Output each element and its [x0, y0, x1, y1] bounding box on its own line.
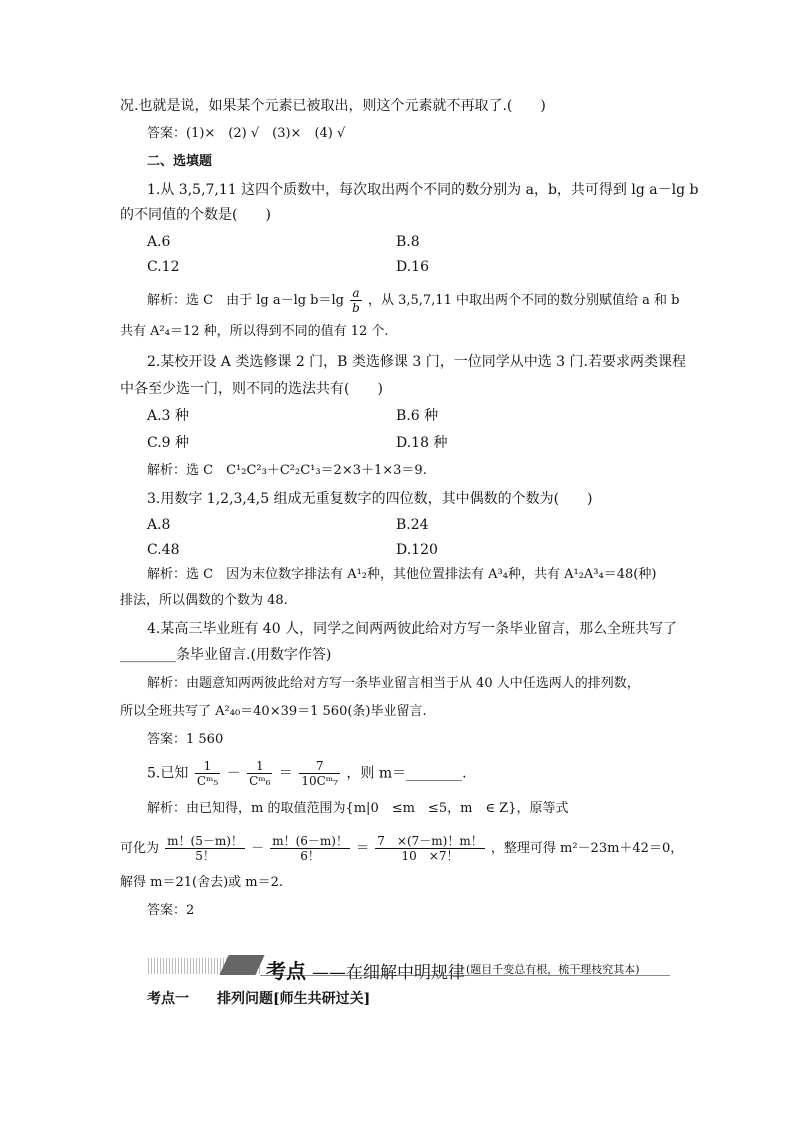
text-line: 况.也就是说，如果某个元素已被取出，则这个元素就不再取了.( )	[120, 98, 546, 114]
solution-1-cont: 共有 A²₄＝12 种，所以得到不同的值有 12 个.	[120, 324, 389, 339]
option-d: D.16	[396, 259, 429, 275]
question-4: 4.某高三毕业班有 40 人，同学之间两两彼此给对方写一条毕业留言，那么全班共写了	[147, 621, 678, 637]
fraction-denominator: b	[352, 301, 360, 315]
solution-text: 可化为	[120, 841, 160, 856]
solution-5-cont	[120, 834, 683, 863]
question-5	[147, 759, 467, 788]
banner-title: 考点	[266, 959, 306, 983]
fraction-denominator: 10Cᵐ₇	[301, 774, 338, 788]
option-b: B.8	[396, 234, 420, 250]
fraction-numerator: m！(6－m)！	[272, 834, 348, 848]
fraction-numerator: 7	[299, 759, 340, 774]
solution-3-cont: 排法，所以偶数的个数为 48.	[120, 593, 288, 608]
fraction-denominator: 6！	[300, 849, 320, 863]
question-1: 1.从 3,5,7,11 这四个质数中，每次取出两个不同的数分别为 a，b，共可得到 lg a－lg b	[147, 182, 699, 198]
fraction-numerator: 1	[195, 759, 220, 774]
fraction	[350, 286, 362, 315]
answer-line: 答案：(1)× (2) √ (3)× (4) √	[147, 126, 346, 141]
fraction	[195, 759, 220, 788]
fraction	[165, 834, 245, 863]
solution-4: 解析：由题意知两两彼此给对方写一条毕业留言相当于从 40 人中任选两人的排列数，	[147, 676, 640, 691]
solution-2: 解析：选 C C¹₂C²₃＋C²₂C¹₃＝2×3＋1×3＝9.	[147, 463, 427, 478]
operator: －	[251, 841, 265, 856]
answer-5: 答案：2	[147, 903, 195, 918]
fraction-denominator: 5！	[195, 849, 215, 863]
solution-text: ，从 3,5,7,11 中取出两个不同的数分别赋值给 a 和 b	[367, 293, 680, 308]
fraction-numerator: 1	[247, 759, 272, 774]
question-1-cont: 的不同值的个数是( )	[120, 207, 271, 223]
question-2: 2.某校开设 A 类选修课 2 门，B 类选修课 3 门，一位同学从中选 3 门.若要求两类课程	[147, 354, 686, 370]
solution-4-cont: 所以全班共写了 A²₄₀＝40×39＝1 560(条)毕业留言.	[120, 704, 427, 719]
fraction	[375, 834, 484, 863]
solution-3: 解析：选 C 因为末位数字排法有 A¹₂种，其他位置排法有 A³₄种，共有 A¹₂A³₄＝48(种)	[147, 567, 657, 582]
option-a: A.3 种	[147, 408, 189, 424]
question-3: 3.用数字 1,2,3,4,5 组成无重复数字的四位数，其中偶数的个数为( )	[147, 491, 593, 507]
fraction-numerator: a	[350, 286, 362, 301]
fraction	[299, 759, 340, 788]
question-2-cont: 中各至少选一门，则不同的选法共有( )	[120, 381, 383, 397]
option-c: C.48	[147, 542, 180, 558]
banner-subtitle: ——在细解中明规律	[312, 963, 465, 983]
operator: ＝	[356, 841, 370, 856]
fraction-denominator: Cᵐ₅	[196, 774, 219, 788]
operator: －	[226, 765, 241, 782]
solution-1	[147, 286, 679, 315]
fraction-numerator: 7 ×(7－m)！m！	[377, 834, 483, 848]
fraction	[247, 759, 272, 788]
section-title: 二、选填题	[147, 154, 213, 169]
option-a: A.6	[147, 234, 171, 250]
solution-text: ，整理可得 m²－23m＋42＝0，	[490, 841, 684, 856]
option-c: C.12	[147, 259, 180, 275]
option-a: A.8	[147, 517, 171, 533]
section-heading: 考点一 排列问题[师生共研过关]	[147, 991, 371, 1007]
option-d: D.120	[396, 542, 438, 558]
solution-5-end: 解得 m＝21(舍去)或 m＝2.	[120, 875, 284, 890]
fraction	[270, 834, 350, 863]
operator: ＝	[278, 765, 293, 782]
question-4-cont: ________条毕业留言.(用数字作答)	[120, 647, 332, 663]
banner-note: (题目千变总有根，梳干理枝究其本)	[466, 963, 640, 976]
question-text: 5.已知	[147, 765, 189, 782]
fraction-denominator: Cᵐ₆	[249, 774, 271, 788]
answer-4: 答案：1 560	[147, 732, 224, 747]
option-d: D.18 种	[396, 435, 448, 451]
solution-5: 解析：由已知得，m 的取值范围为{m|0 ≤m ≤5，m ∈ Z}，原等式	[147, 801, 569, 816]
fraction-denominator: 10 ×7！	[401, 849, 459, 863]
option-b: B.6 种	[396, 408, 439, 424]
option-c: C.9 种	[147, 435, 190, 451]
question-text: ，则 m＝________.	[346, 765, 467, 782]
fraction-numerator: m！(5－m)！	[167, 834, 243, 848]
solution-text: 解析：选 C 由于 lg a－lg b＝lg	[147, 293, 344, 308]
option-b: B.24	[396, 517, 429, 533]
